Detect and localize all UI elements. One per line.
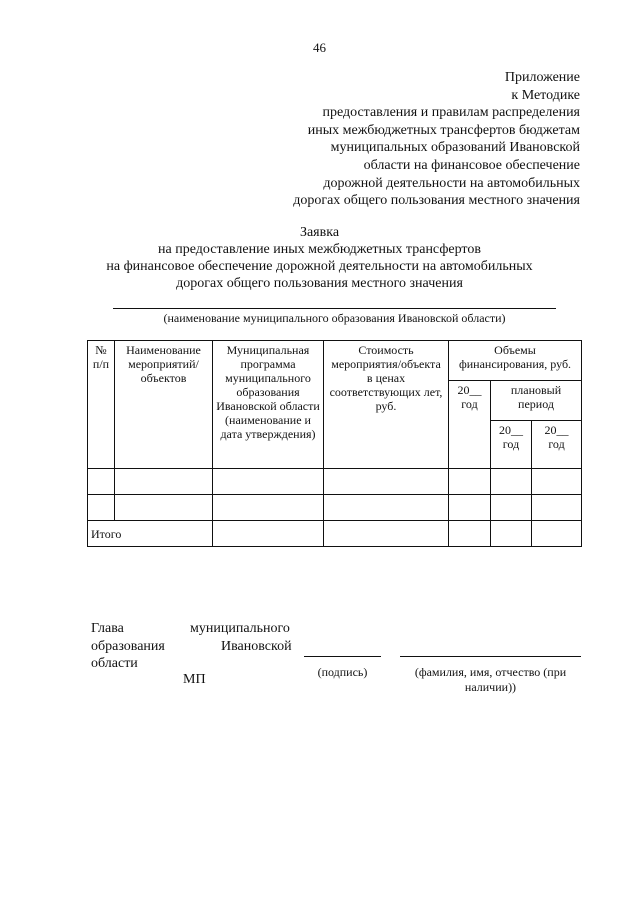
document-title: [0, 224, 639, 292]
header-planned-period: плановый период: [491, 381, 582, 421]
appendix-line: области на финансовое обеспечение: [363, 157, 580, 173]
signature-caption: (подпись): [317, 665, 368, 679]
application-table: [87, 340, 582, 547]
stamp-label: МП: [183, 672, 206, 687]
header-cost: Стоимость мероприятия/объекта в ценах соответствующих лет, руб.: [324, 341, 449, 469]
head-word-1: Глава: [91, 621, 124, 636]
head-word-5: области: [91, 656, 138, 671]
title-line: на финансовое обеспечение дорожной деятельности на автомобильных: [106, 259, 533, 274]
title-line: Заявка: [299, 225, 340, 240]
appendix-line: к Методике: [511, 87, 580, 103]
table-row: [88, 469, 582, 495]
municipality-name-line: [113, 308, 556, 309]
appendix-line: предоставления и правилам распределения: [322, 105, 580, 121]
appendix-header: [293, 69, 580, 210]
full-name-line: [400, 656, 581, 657]
table-row: [88, 495, 582, 521]
head-word-2: муниципального: [190, 621, 290, 636]
header-year-current: 20__ год: [449, 381, 491, 469]
municipality-name-caption: (наименование муниципального образования Ивановской области): [163, 311, 506, 325]
appendix-line: иных межбюджетных трансфертов бюджетам: [307, 122, 580, 138]
title-line: на предоставление иных межбюджетных трансфертов: [158, 242, 481, 257]
header-program: Муниципальная программа муниципального образования Ивановской области (наименование и дата утверждения): [213, 341, 324, 469]
header-num: № п/п: [88, 341, 115, 469]
appendix-line: дорогах общего пользования местного значения: [293, 193, 580, 209]
total-label: Итого: [88, 521, 213, 547]
appendix-line: муниципальных образований Ивановской: [330, 140, 580, 156]
appendix-line: Приложение: [504, 70, 580, 85]
appendix-line: дорожной деятельности на автомобильных: [323, 175, 580, 191]
signature-line: [304, 656, 381, 657]
head-word-3: образования: [91, 639, 165, 654]
table-row-total: [88, 521, 582, 547]
full-name-caption: (фамилия, имя, отчество (при наличии)): [414, 665, 567, 694]
header-year-plan-1: 20__ год: [491, 421, 532, 469]
header-volumes: Объемы финансирования, руб.: [449, 341, 582, 381]
header-year-plan-2: 20__ год: [532, 421, 582, 469]
header-name: Наименование мероприятий/ объектов: [115, 341, 213, 469]
title-line: дорогах общего пользования местного значения: [176, 276, 463, 291]
page-number: 46: [313, 40, 326, 55]
head-word-4: Ивановской: [221, 639, 292, 654]
